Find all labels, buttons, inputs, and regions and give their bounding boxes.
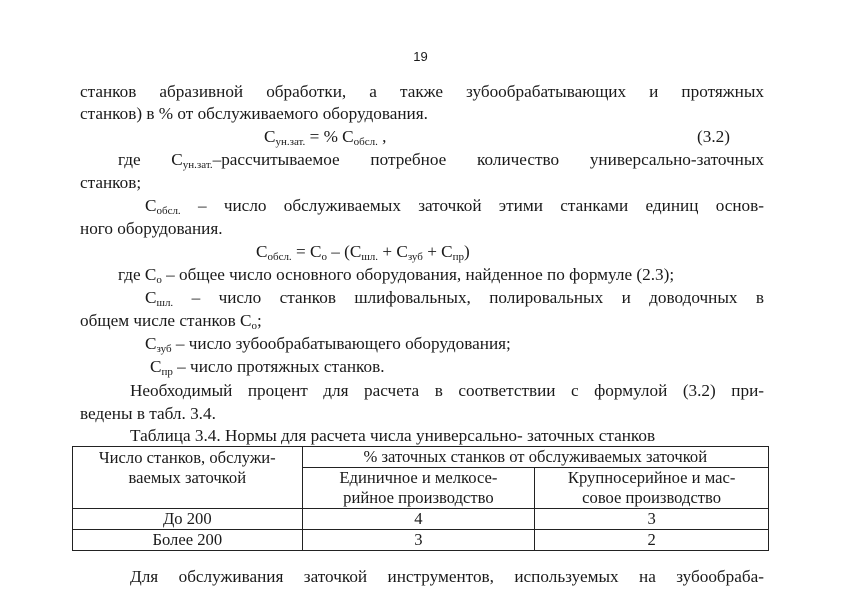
definition-line: $С_{обсл.}$ – число обслуживаемых заточкой этими станками единиц основ- [145,196,764,217]
table-cell: 2 [535,530,769,551]
table-cell: 4 [302,509,535,530]
table-row [73,530,769,551]
definition-line: где $С_о$ – общее число основного оборудования, найденное по формуле (2.3); [118,265,675,286]
paragraph-line: станков; [80,173,142,192]
formula-obsl: $С_{обсл.} = С_о - (С_{шл.} + С_{зуб} + С_{пр})$ [256,242,470,263]
paragraph-line: ного оборудования. [80,219,223,238]
header-cell [73,447,303,509]
paragraph-line: ведены в табл. 3.4. [80,404,216,423]
paragraph-line: Необходимый процент для расчета в соответствии с формулой (3.2) при- [130,381,764,400]
table-cell: 3 [302,530,535,551]
formula-number: (3.2) [697,127,730,146]
header-text: совое производство [582,488,722,507]
paragraph-line: общем числе станков $С_о$; [80,311,262,332]
header-text: Крупносерийное и мас- [567,468,736,487]
paragraph-line: Для обслуживания заточкой инструментов, используемых на зубообраба- [130,567,764,586]
header-text: Единичное и мелкосе- [339,468,498,487]
table-row [73,509,769,530]
table-cell: 3 [535,509,769,530]
header-cell: % заточных станков от обслуживаемых заточкой [302,447,768,468]
formula-3-2: $С_{ун.зат.}$ = % $С_{обсл.}$ , [264,127,387,148]
definition-line: где $С_{ун.зат.}$–рассчитываемое потребное количество универсально-заточных [118,150,765,171]
paragraph-line: станков) в % от обслуживаемого оборудования. [80,104,428,123]
header-cell [535,468,769,509]
table-cell: Более 200 [73,530,303,551]
page-number: 19 [413,49,428,64]
header-text: рийное производство [343,488,494,507]
definition-line: $С_{шл.}$ – число станков шлифовальных, полировальных и доводочных в [145,288,764,309]
header-text: ваемых заточкой [128,468,247,487]
definition-line: $С_{пр}$ – число протяжных станков. [150,357,385,378]
definition-line: $С_{зуб}$ – число зубообрабатывающего оборудования; [145,334,511,355]
header-cell [302,468,535,509]
table-cell: До 200 [73,509,303,530]
table-header-row [73,447,769,468]
paragraph-line: станков абразивной обработки, а также зубообрабатывающих и протяжных [80,82,764,101]
norms-table [72,446,769,551]
header-text: Число станков, обслужи- [98,448,276,467]
table-caption: Таблица 3.4. Нормы для расчета числа универсально- заточных станков [130,426,656,445]
